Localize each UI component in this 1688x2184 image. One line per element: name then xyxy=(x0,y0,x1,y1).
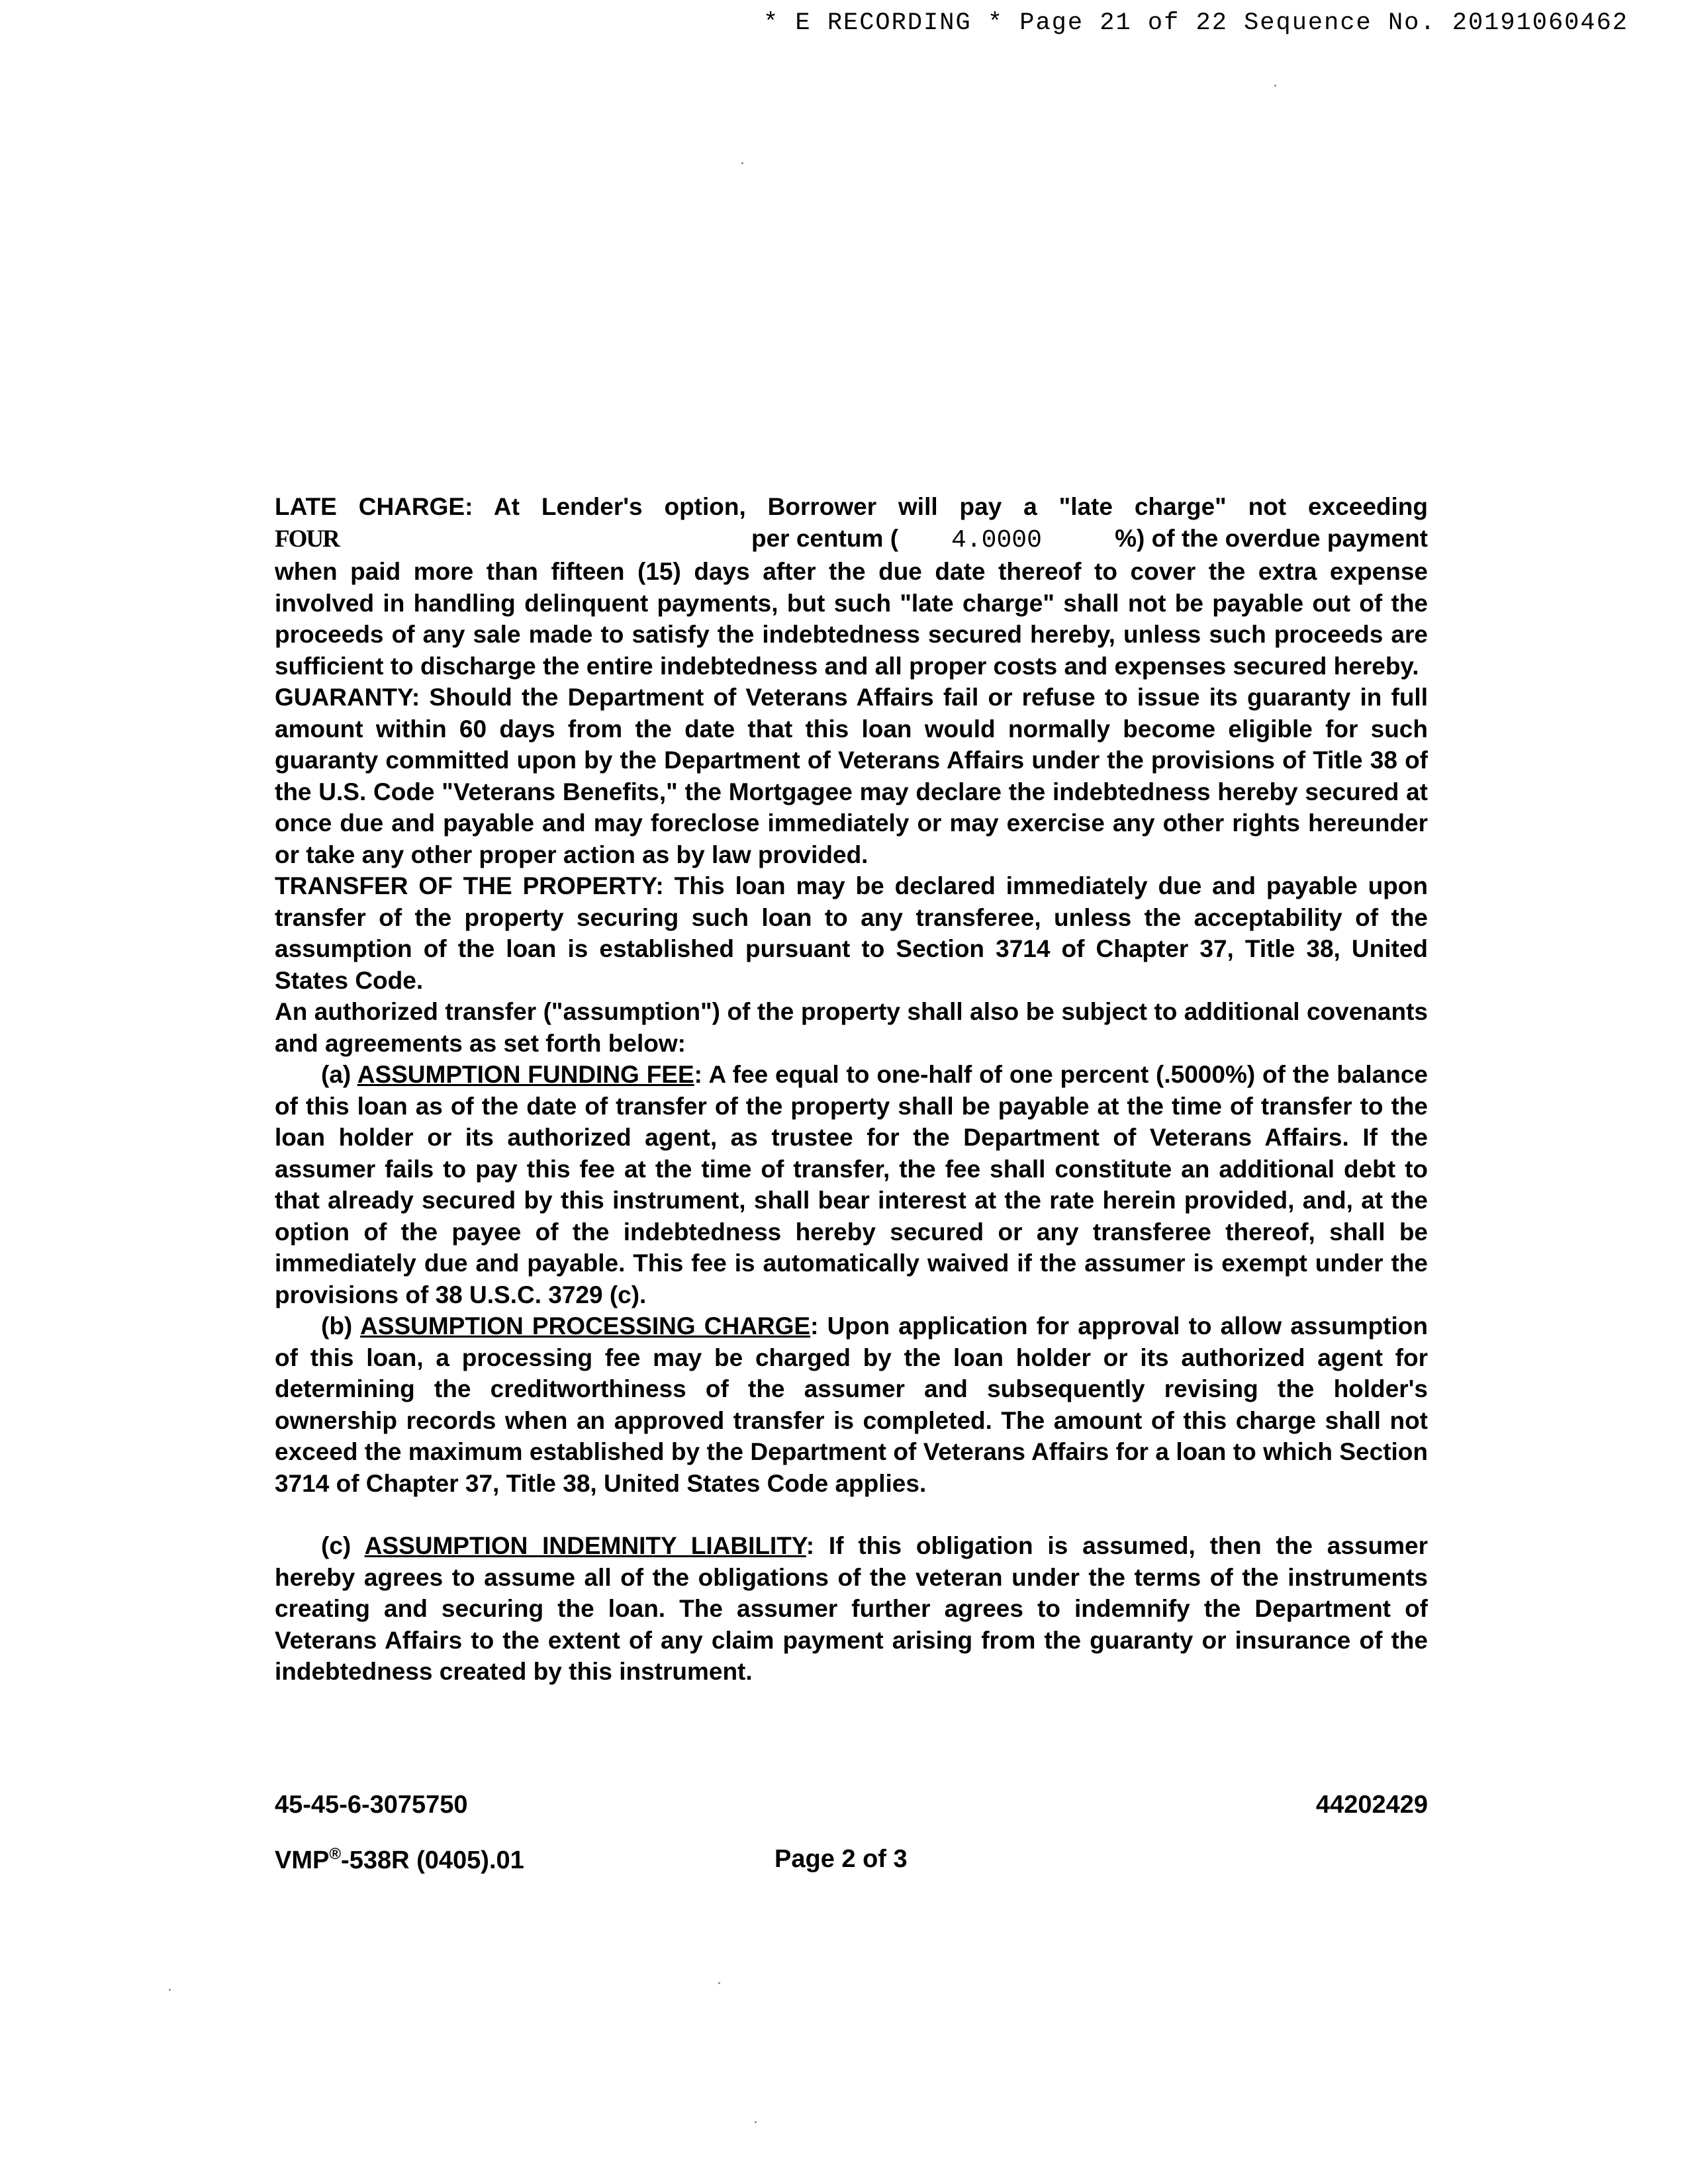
recording-header: * E RECORDING * Page 21 of 22 Sequence No. 20191060462 xyxy=(763,9,1628,37)
scan-speck xyxy=(169,1989,171,1991)
scan-speck xyxy=(1274,85,1276,87)
document-number: 44202429 xyxy=(1315,1791,1428,1819)
late-charge-rest: when paid more than fifteen (15) days after the due date thereof to cover the extra expense involved in handling delinquent payments, but such "late charge" shall not be payable out of the proceeds of any sale made to satisfy the indebtedness secured hereby, unless such proceeds are sufficient to discharge the entire indebtedness and all proper costs and expenses secured hereby. xyxy=(275,558,1428,680)
guaranty-paragraph: GUARANTY: Should the Department of Veterans Affairs fail or refuse to issue its guaranty in full amount within 60 days from the date that this loan would normally become eligible for such guaranty committed upon by the Department of Veterans Affairs under the provisions of Title 38 of the U.S. Code "Veterans Benefits," the Mortgagee may declare the indebtedness hereby secured at once due and payable and may foreclose immediately or may exercise any other rights hereunder or take any other proper action as by law provided. xyxy=(275,684,1428,868)
clause-a-label: (a) xyxy=(321,1061,352,1088)
late-charge-section xyxy=(275,491,1428,682)
clause-b-label: (b) xyxy=(321,1312,353,1340)
late-charge-after-rate: %) of the overdue payment xyxy=(1115,524,1428,552)
clause-a xyxy=(275,1059,1428,1310)
clause-c xyxy=(275,1530,1428,1688)
clause-c-label: (c) xyxy=(321,1532,352,1559)
authorized-transfer-paragraph: An authorized transfer ("assumption") of the property shall also be subject to additional covenants and agreements as set forth below: xyxy=(275,998,1428,1057)
loan-number: 45-45-6-3075750 xyxy=(275,1791,468,1819)
clause-b xyxy=(275,1310,1428,1499)
page-number: Page 2 of 3 xyxy=(774,1845,908,1873)
clause-c-text: : If this obligation is assumed, then the assumer hereby agrees to assume all of the obligations of the veteran under the terms of the instruments creating and securing the loan. The assumer further agrees to indemnify the Department of Veterans Affairs to the extent of any claim payment arising from the guaranty or insurance of the indebtedness created by this instrument. xyxy=(275,1532,1428,1685)
registered-mark: ® xyxy=(329,1845,342,1863)
clause-b-heading: ASSUMPTION PROCESSING CHARGE xyxy=(360,1312,811,1340)
late-charge-line1: LATE CHARGE: At Lender's option, Borrower will pay a "late charge" not exceeding xyxy=(275,493,1428,520)
scan-speck xyxy=(741,162,743,164)
transfer-paragraph: TRANSFER OF THE PROPERTY: This loan may be declared immediately due and payable upon transfer of the property securing such loan to any transferee, unless the acceptability of the assumption of the loan is established pursuant to Section 3714 of Chapter 37, Title 38, United States Code. xyxy=(275,872,1428,994)
clause-a-heading: ASSUMPTION FUNDING FEE xyxy=(357,1061,694,1088)
scan-speck xyxy=(755,2121,757,2123)
per-centum-label: per centum ( xyxy=(751,524,899,552)
form-code: VMP®-538R (0405).01 xyxy=(275,1845,524,1874)
scan-speck xyxy=(718,1982,720,1984)
clause-a-text: : A fee equal to one-half of one percent (.5000%) of the balance of this loan as of the date of transfer of the property shall be payable at the time of transfer to the loan holder or its authorized agent, as trustee for the Department of Veterans Affairs. If the assumer fails to pay this fee at the time of transfer, the fee shall constitute an additional debt to that already secured by this instrument, shall bear interest at the rate herein provided, and, at the option of the payee of the indebtedness hereby secured or any transferee thereof, shall be immediately due and payable. This fee is automatically waived if the assumer is exempt under the provisions of 38 U.S.C. 3729 (c). xyxy=(275,1061,1428,1308)
late-charge-rate-word: FOUR xyxy=(275,525,339,553)
late-charge-rate-value: 4.0000 xyxy=(951,525,1042,555)
clause-c-heading: ASSUMPTION INDEMNITY LIABILITY xyxy=(364,1532,806,1559)
clause-b-text: : Upon application for approval to allow assumption of this loan, a processing fee may be charged by the loan holder or its authorized agent for determining the creditworthiness of the assumer and subsequently revising the holder's ownership records when an approved transfer is completed. The amount of this charge shall not exceed the maximum established by the Department of Veterans Affairs for a loan to which Section 3714 of Chapter 37, Title 38, United States Code applies. xyxy=(275,1312,1428,1497)
late-charge-line2 xyxy=(275,523,1428,557)
document-body xyxy=(275,491,1428,1688)
